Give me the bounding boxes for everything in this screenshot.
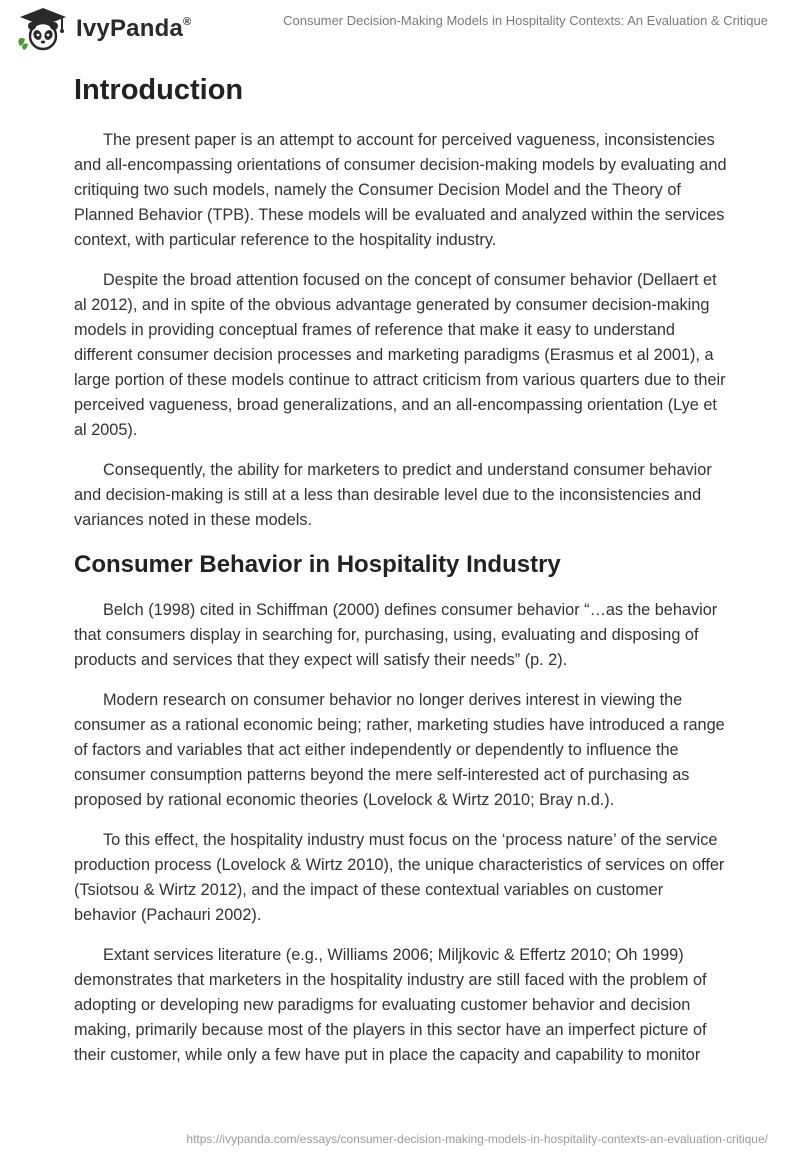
- source-url[interactable]: https://ivypanda.com/essays/consumer-decision-making-models-in-hospitality-contexts-an-evaluation-critique/: [186, 1132, 768, 1146]
- page-header: [0, 0, 800, 60]
- brand-name: IvyPanda®: [76, 15, 192, 42]
- paragraph: Belch (1998) cited in Schiffman (2000) defines consumer behavior “…as the behavior that consumers display in searching for, purchasing, using, evaluating and disposing of products and services that they expect will satisfy their needs” (p. 2).: [74, 601, 718, 669]
- paragraph: The present paper is an attempt to account for perceived vagueness, inconsistencies and all-encompassing orientations of consumer decision-making models by evaluating and critiquing two such models, namely the Consumer Decision Model and the Theory of Planned Behavior (TPB). These models will be evaluated and analyzed within the services context, with particular reference to the hospitality industry.: [74, 131, 727, 249]
- ivypanda-logo[interactable]: [14, 6, 191, 52]
- paragraph: Extant services literature (e.g., Williams 2006; Miljkovic & Effertz 2010; Oh 1999) demonstrates that marketers in the hospitality industry are still faced with the problem of adopting or developing new paradigms for evaluating customer behavior and decision making, primarily because most of the players in this sector have an imperfect picture of their customer, while only a few have put in place the capacity and capability to monitor: [74, 946, 707, 1064]
- registered-mark: ®: [183, 16, 192, 28]
- paragraph: Consequently, the ability for marketers to predict and understand consumer behavior and decision-making is still at a less than desirable level due to the inconsistencies and variances noted in these models.: [74, 461, 712, 529]
- paragraph: Modern research on consumer behavior no longer derives interest in viewing the consumer as a rational economic being; rather, marketing studies have introduced a range of factors and variables that act either independently or dependently to influence the consumer consumption patterns beyond the mere self-interested act of purchasing as proposed by rational economic theories (Lovelock & Wirtz 2010; Bray n.d.).: [74, 691, 725, 809]
- paragraph: Despite the broad attention focused on the concept of consumer behavior (Dellaert et al 2012), and in spite of the obvious advantage generated by consumer decision-making models in providing conceptual frames of reference that make it easy to understand different consumer decision processes and marketing paradigms (Erasmus et al 2001), a large portion of these models continue to attract criticism from various quarters due to their perceived vagueness, broad generalizations, and an all-encompassing orientation (Lye et al 2005).: [74, 271, 726, 439]
- section-heading-introduction: Introduction: [74, 74, 244, 106]
- paragraph: To this effect, the hospitality industry must focus on the ‘process nature’ of the service production process (Lovelock & Wirtz 2010), the unique characteristics of services on offer (Tsiotsou & Wirtz 2012), and the impact of these contextual variables on customer behavior (Pachauri 2002).: [74, 831, 725, 924]
- section-heading-consumer-behavior: Consumer Behavior in Hospitality Industry: [74, 551, 561, 578]
- panda-graduate-icon: [14, 6, 72, 52]
- article-body: [74, 70, 728, 1083]
- document-title: Consumer Decision-Making Models in Hospitality Contexts: An Evaluation & Critique: [283, 13, 768, 28]
